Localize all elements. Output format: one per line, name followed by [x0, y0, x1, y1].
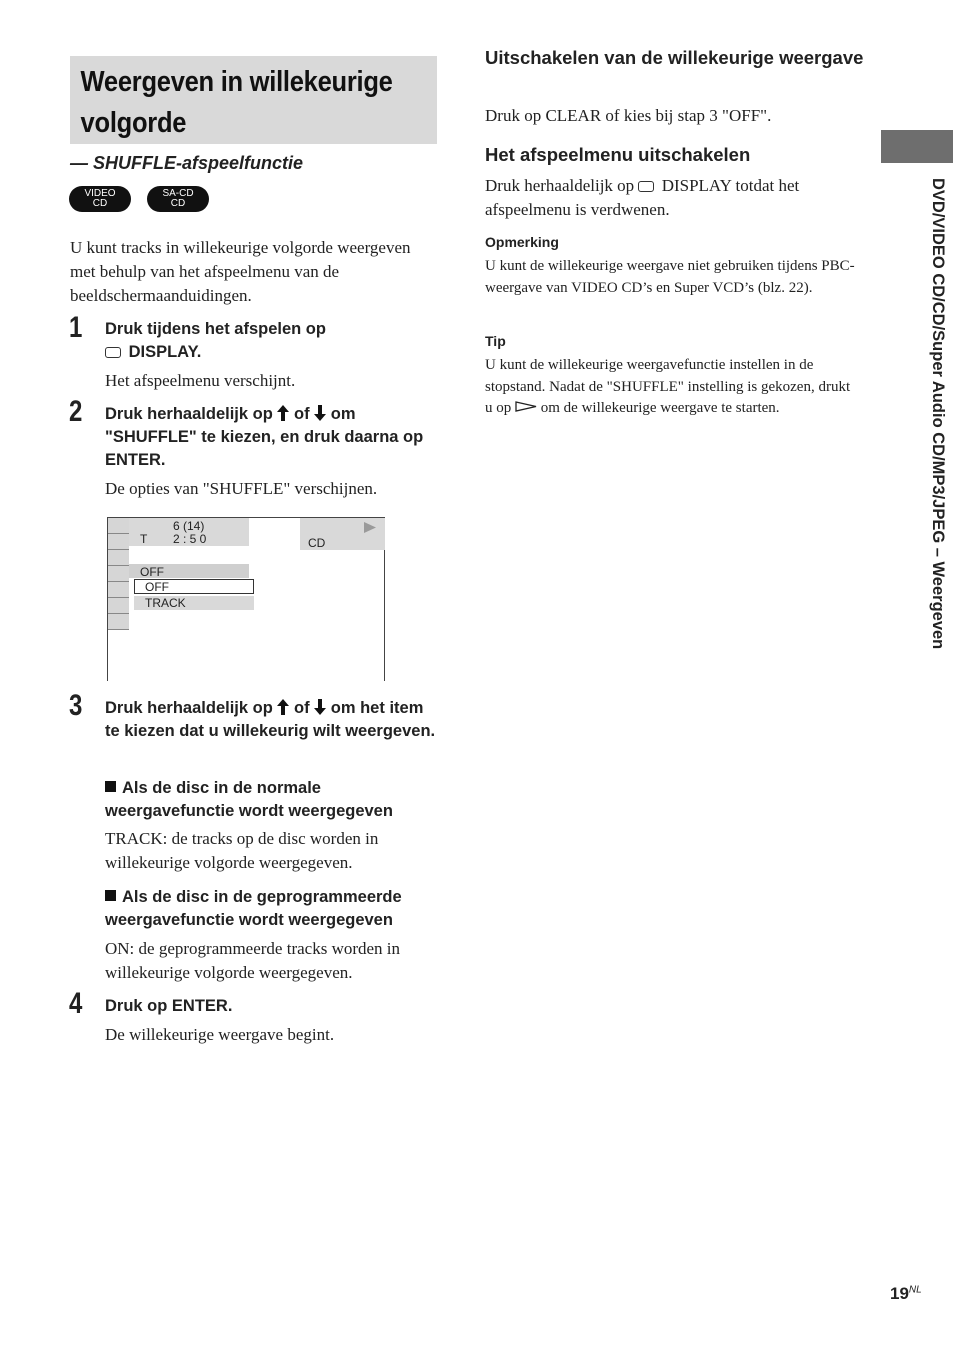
osd-icon-cell	[108, 566, 129, 582]
sub-heading	[105, 777, 445, 823]
step-heading-text: "SHUFFLE" te kiezen, en druk daarna op ENTER.	[105, 428, 424, 469]
display-icon	[105, 347, 121, 358]
osd-time: 2 : 5 0	[173, 532, 207, 546]
step-heading	[105, 403, 445, 472]
step-heading-text: om	[330, 405, 356, 423]
subtitle: — SHUFFLE-afspeelfunctie	[70, 153, 304, 173]
sub-body: ON: de geprogrammeerde tracks worden in willekeurige volgorde weergegeven.	[105, 939, 401, 982]
step-number: 3	[69, 689, 83, 722]
arrow-up-icon	[277, 699, 289, 715]
section-tab-marker	[881, 130, 953, 163]
page-number	[890, 1284, 922, 1304]
sub-heading	[105, 886, 445, 932]
step-heading-text: Druk herhaaldelijk op	[105, 405, 273, 423]
play-icon	[364, 522, 376, 533]
osd-icon-cell	[108, 614, 129, 630]
step-heading-text: Druk tijdens het afspelen op	[105, 320, 326, 338]
step-number: 1	[69, 311, 83, 344]
section-heading: Het afspeelmenu uitschakelen	[485, 144, 751, 165]
badge-line: SA-CD	[162, 188, 194, 199]
section-text	[485, 174, 860, 222]
osd-t-label: T	[140, 532, 148, 546]
intro-text: U kunt tracks in willekeurige volgorde weergeven met behulp van het afspeelmenu van de beeldschermaanduidingen.	[70, 238, 411, 305]
arrow-up-icon	[277, 405, 289, 421]
osd-icon-cell	[108, 598, 129, 614]
step-heading	[105, 318, 440, 364]
badge-line: VIDEO	[84, 188, 116, 199]
side-tab-text: DVD/VIDEO CD/CD/Super Audio CD/MP3/JPEG – Weergeven	[929, 178, 947, 650]
step-heading-text: of	[293, 699, 310, 717]
sa-cd-badge	[147, 186, 209, 212]
osd-icon-column	[108, 518, 129, 630]
sub-body: TRACK: de tracks op de disc worden in willekeurige volgorde weergegeven.	[105, 829, 379, 872]
osd-screen	[107, 517, 385, 681]
step-heading-text: DISPLAY.	[128, 343, 202, 361]
square-bullet-icon	[105, 890, 116, 901]
osd-icon-cell	[108, 582, 129, 598]
note-text: U kunt de willekeurige weergave niet gebruiken tijdens PBC-weergave van VIDEO CD’s en Super VCD’s (blz. 22).	[485, 258, 855, 296]
display-icon	[638, 181, 654, 192]
title-box	[70, 56, 437, 144]
osd-option-track: TRACK	[145, 596, 186, 610]
arrow-down-icon	[314, 405, 326, 421]
step-body: De opties van "SHUFFLE" verschijnen.	[105, 479, 378, 498]
sub-heading-text: Als de disc in de normale weergavefunctie wordt weergegeven	[105, 779, 393, 820]
arrow-down-icon	[314, 699, 326, 715]
step-heading	[105, 697, 440, 743]
osd-option-off: OFF	[145, 580, 169, 594]
section-heading: Uitschakelen van de willekeurige weergave	[485, 47, 864, 68]
badge-line: CD	[170, 198, 186, 209]
sub-heading-text: Als de disc in de geprogrammeerde weergavefunctie wordt weergegeven	[105, 888, 402, 929]
badge-line: CD	[92, 198, 108, 209]
step-heading-text: of	[293, 405, 310, 423]
step-number: 2	[69, 395, 83, 428]
square-bullet-icon	[105, 781, 116, 792]
step-heading-text: om het	[330, 699, 385, 717]
osd-shuffle-value: OFF	[140, 565, 164, 579]
osd-icon-cell	[108, 550, 129, 566]
page-language-suffix: NL	[908, 1284, 922, 1296]
step-body: Het afspeelmenu verschijnt.	[105, 371, 296, 390]
step-heading-text: Druk herhaaldelijk op	[105, 699, 273, 717]
tip-text	[485, 355, 860, 420]
section-text-part: Druk herhaaldelijk op	[485, 176, 635, 195]
note-heading: Opmerking	[485, 234, 559, 250]
osd-track-count: 6 (14)	[173, 519, 205, 533]
video-cd-badge	[69, 186, 131, 212]
page-title: Weergeven in willekeurige volgorde	[80, 66, 393, 139]
step-body: De willekeurige weergave begint.	[105, 1025, 335, 1044]
step-number: 4	[69, 987, 83, 1020]
tip-text-part: om de willekeurige weergave te starten.	[540, 400, 780, 416]
osd-icon-cell	[108, 518, 129, 534]
step-heading: Druk op ENTER.	[105, 997, 233, 1015]
page-number-value: 19	[890, 1284, 909, 1303]
osd-icon-cell	[108, 534, 129, 550]
step-heading-text: item te kiezen dat u willekeurig wilt weergeven.	[105, 699, 436, 740]
play-icon	[515, 401, 537, 412]
section-text: Druk op CLEAR of kies bij stap 3 "OFF".	[485, 106, 772, 125]
tip-heading: Tip	[485, 333, 506, 349]
tip-text-part: U kunt de willekeurige weergavefunctie instellen in de stopstand. Nadat de "SHUFFLE" instelling is gekozen, drukt u op	[485, 357, 851, 416]
section-text-part: DISPLAY totdat het afspeelmenu is verdwenen.	[485, 176, 800, 219]
osd-disc-type: CD	[308, 536, 326, 550]
